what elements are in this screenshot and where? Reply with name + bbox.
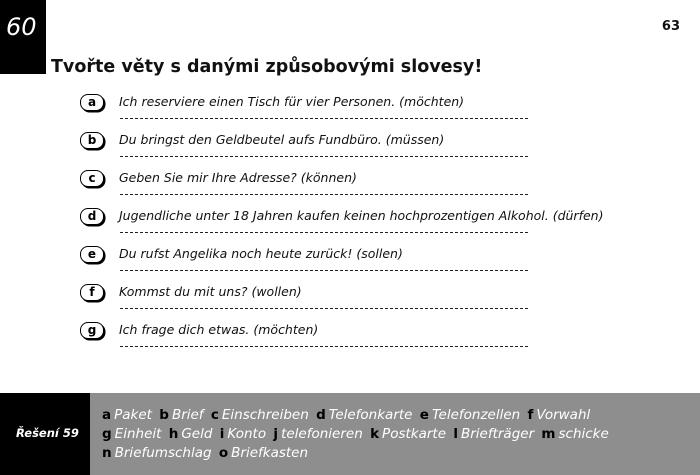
solution-entry xyxy=(316,407,412,423)
solution-word: Einheit xyxy=(114,426,162,442)
solution-word: Briefkasten xyxy=(231,445,309,461)
solution-entry xyxy=(102,407,152,423)
solution-letter: h xyxy=(168,426,179,442)
solution-entry xyxy=(528,407,591,423)
answer-line[interactable] xyxy=(120,308,528,309)
exercise-number: 60 xyxy=(6,13,37,41)
item-letter-badge: c xyxy=(80,170,104,187)
solution-entry xyxy=(102,445,212,461)
solution-letter: i xyxy=(219,426,225,442)
item-letter-badge: d xyxy=(80,208,104,225)
solution-word: Telefonzellen xyxy=(431,407,521,423)
solution-letter: o xyxy=(218,445,229,461)
solution-letter: d xyxy=(316,407,326,423)
solution-line xyxy=(102,444,612,463)
item-sentence: Jugendliche unter 18 Jahren kaufen keinen hochprozentigen Alkohol. (dürfen) xyxy=(119,208,604,223)
solution-entry xyxy=(420,407,520,423)
item-letter-badge: a xyxy=(80,94,104,111)
solution-entry xyxy=(541,426,608,442)
solution-label: Řešení 59 xyxy=(16,426,79,440)
solution-word: telefonieren xyxy=(281,426,363,442)
exercise-item-a xyxy=(0,94,700,132)
solution-word: Paket xyxy=(114,407,152,423)
item-sentence: Ich frage dich etwas. (möchten) xyxy=(119,322,319,337)
answer-line[interactable] xyxy=(120,346,528,347)
solution-line xyxy=(102,425,612,444)
solution-letter: b xyxy=(159,407,169,423)
item-sentence: Kommst du mit uns? (wollen) xyxy=(119,284,302,299)
solution-word: Geld xyxy=(181,426,213,442)
solution-entry xyxy=(453,426,534,442)
solution-word: Vorwahl xyxy=(536,407,591,423)
item-sentence: Ich reserviere einen Tisch für vier Personen. (möchten) xyxy=(119,94,465,109)
answer-line[interactable] xyxy=(120,270,528,271)
answer-line[interactable] xyxy=(120,118,528,119)
solution-letter: a xyxy=(102,407,112,423)
solution-letter: g xyxy=(102,426,112,442)
page-number: 63 xyxy=(661,19,680,34)
item-letter-badge: f xyxy=(80,284,104,301)
solution-entry xyxy=(219,445,308,461)
exercise-item-d xyxy=(0,208,700,246)
solution-entry xyxy=(273,426,362,442)
solution-entry xyxy=(220,426,266,442)
solution-entry xyxy=(169,426,213,442)
exercise-number-box xyxy=(0,0,46,74)
solution-letter: n xyxy=(102,445,112,461)
solution-letter: m xyxy=(541,426,556,442)
solution-letter: k xyxy=(370,426,380,442)
solution-letter: c xyxy=(210,407,219,423)
exercise-item-c xyxy=(0,170,700,208)
item-sentence: Du bringst den Geldbeutel aufs Fundbüro. (müssen) xyxy=(119,132,445,147)
solution-word: Briefumschlag xyxy=(114,445,212,461)
exercise-title: Tvořte věty s danými způsobovými slovesy! xyxy=(51,57,483,77)
solution-word: Briefträger xyxy=(460,426,535,442)
solution-line xyxy=(102,406,612,425)
solution-entry xyxy=(370,426,446,442)
exercise-item-f xyxy=(0,284,700,322)
solution-text xyxy=(102,406,612,463)
solution-letter: j xyxy=(273,426,279,442)
exercise-item-b xyxy=(0,132,700,170)
exercise-item-g xyxy=(0,322,700,360)
item-letter-badge: g xyxy=(80,322,104,339)
item-letter-badge: b xyxy=(80,132,104,149)
solution-letter: e xyxy=(419,407,429,423)
solution-word: Konto xyxy=(227,426,267,442)
solution-word: Telefonkarte xyxy=(328,407,413,423)
solution-letter: l xyxy=(453,426,458,442)
solution-word: Brief xyxy=(171,407,204,423)
item-sentence: Geben Sie mir Ihre Adresse? (können) xyxy=(119,170,357,185)
item-letter-badge: e xyxy=(80,246,104,263)
item-sentence: Du rufst Angelika noch heute zurück! (sollen) xyxy=(119,246,403,261)
solution-footer xyxy=(0,393,700,475)
solution-entry xyxy=(211,407,309,423)
solution-word: Postkarte xyxy=(382,426,447,442)
solution-label-box xyxy=(0,393,90,475)
answer-line[interactable] xyxy=(120,232,528,233)
exercise-item-e xyxy=(0,246,700,284)
solution-letter: f xyxy=(527,407,534,423)
solution-entry xyxy=(102,426,161,442)
solution-word: Einschreiben xyxy=(221,407,309,423)
answer-line[interactable] xyxy=(120,194,528,195)
solution-word: schicke xyxy=(558,426,609,442)
answer-line[interactable] xyxy=(120,156,528,157)
solution-entry xyxy=(159,407,203,423)
